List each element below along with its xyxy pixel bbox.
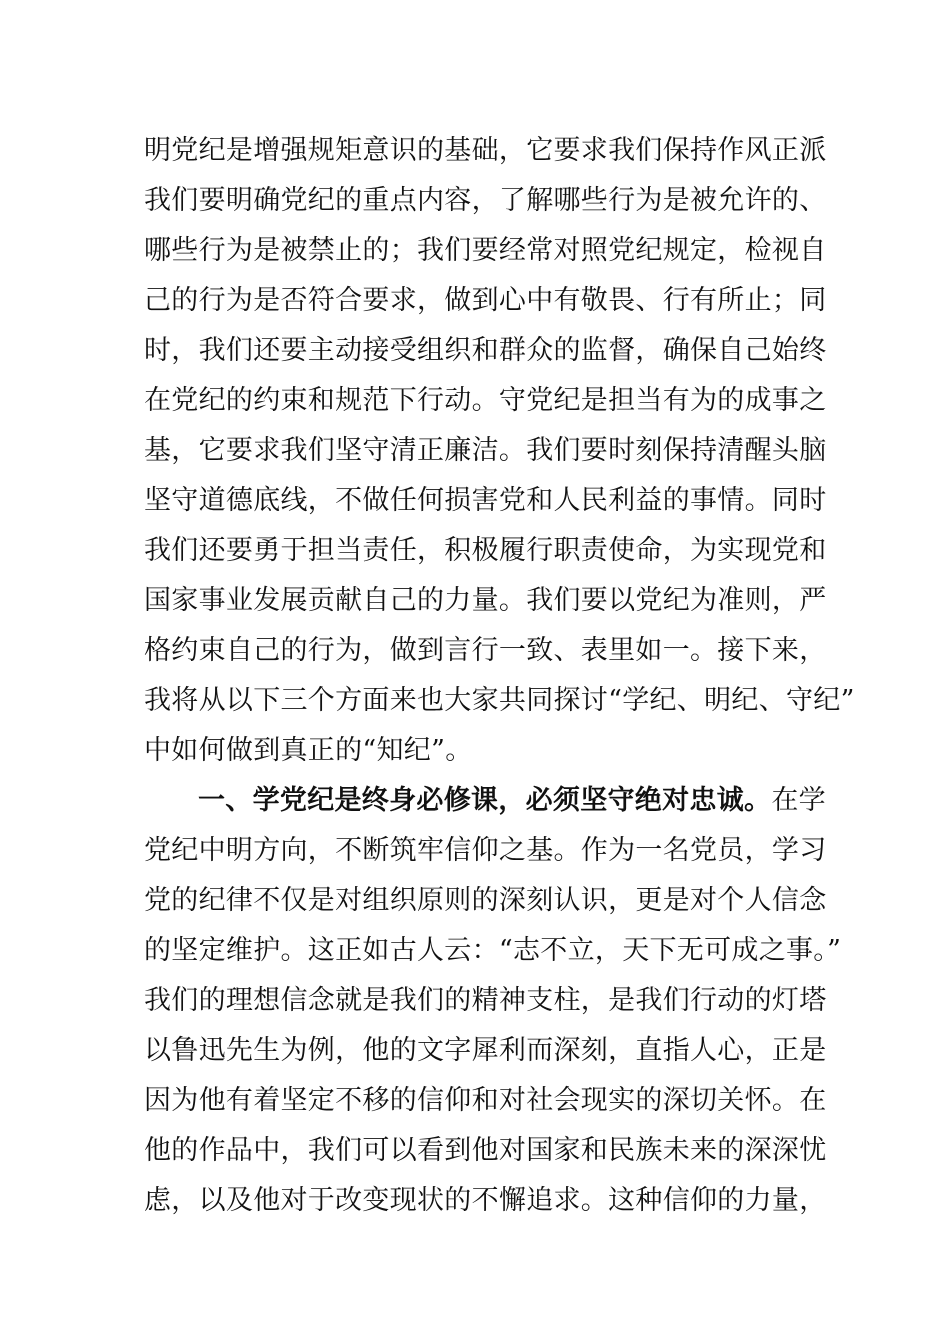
text-line: 党的纪律不仅是对组织原则的深刻认识，更是对个人信念 — [144, 885, 827, 916]
text-line: 我们要明确党纪的重点内容，了解哪些行为是被允许的、 — [144, 185, 827, 216]
section-heading-tail: 在学 — [771, 785, 826, 816]
text-line: 基，它要求我们坚守清正廉洁。我们要时刻保持清醒头脑 — [144, 435, 827, 466]
text-line: 我将从以下三个方面来也大家共同探讨“学纪、明纪、守纪” — [144, 685, 855, 716]
text-line: 我们还要勇于担当责任，积极履行职责使命，为实现党和 — [144, 535, 827, 566]
text-line: 坚守道德底线，不做任何损害党和人民利益的事情。同时 — [144, 485, 827, 516]
body-text — [144, 126, 855, 1226]
text-line: 的坚定维护。这正如古人云：“志不立，天下无可成之事。” — [144, 935, 842, 966]
text-line: 我们的理想信念就是我们的精神支柱，是我们行动的灯塔 — [144, 985, 827, 1016]
text-line: 中如何做到真正的“知纪”。 — [144, 735, 473, 766]
text-line: 他的作品中，我们可以看到他对国家和民族未来的深深忧 — [144, 1135, 827, 1166]
text-line: 在党纪的约束和规范下行动。守党纪是担当有为的成事之 — [144, 385, 827, 416]
text-line: 党纪中明方向，不断筑牢信仰之基。作为一名党员，学习 — [144, 835, 827, 866]
text-line: 时，我们还要主动接受组织和群众的监督，确保自己始终 — [144, 335, 827, 366]
text-line: 格约束自己的行为，做到言行一致、表里如一。接下来， — [144, 635, 827, 666]
text-line: 明党纪是增强规矩意识的基础，它要求我们保持作风正派 — [144, 135, 827, 166]
section-heading: 一、学党纪是终身必修课，必须坚守绝对忠诚。 — [198, 785, 772, 816]
text-line: 虑，以及他对于改变现状的不懈追求。这种信仰的力量， — [144, 1185, 827, 1216]
text-line: 以鲁迅先生为例，他的文字犀利而深刻，直指人心，正是 — [144, 1035, 827, 1066]
text-line: 因为他有着坚定不移的信仰和对社会现实的深切关怀。在 — [144, 1085, 827, 1116]
section-heading-line — [144, 776, 826, 826]
text-line: 己的行为是否符合要求，做到心中有敬畏、行有所止；同 — [144, 285, 827, 316]
text-line: 哪些行为是被禁止的；我们要经常对照党纪规定，检视自 — [144, 235, 827, 266]
text-line: 国家事业发展贡献自己的力量。我们要以党纪为准则，严 — [144, 585, 827, 616]
